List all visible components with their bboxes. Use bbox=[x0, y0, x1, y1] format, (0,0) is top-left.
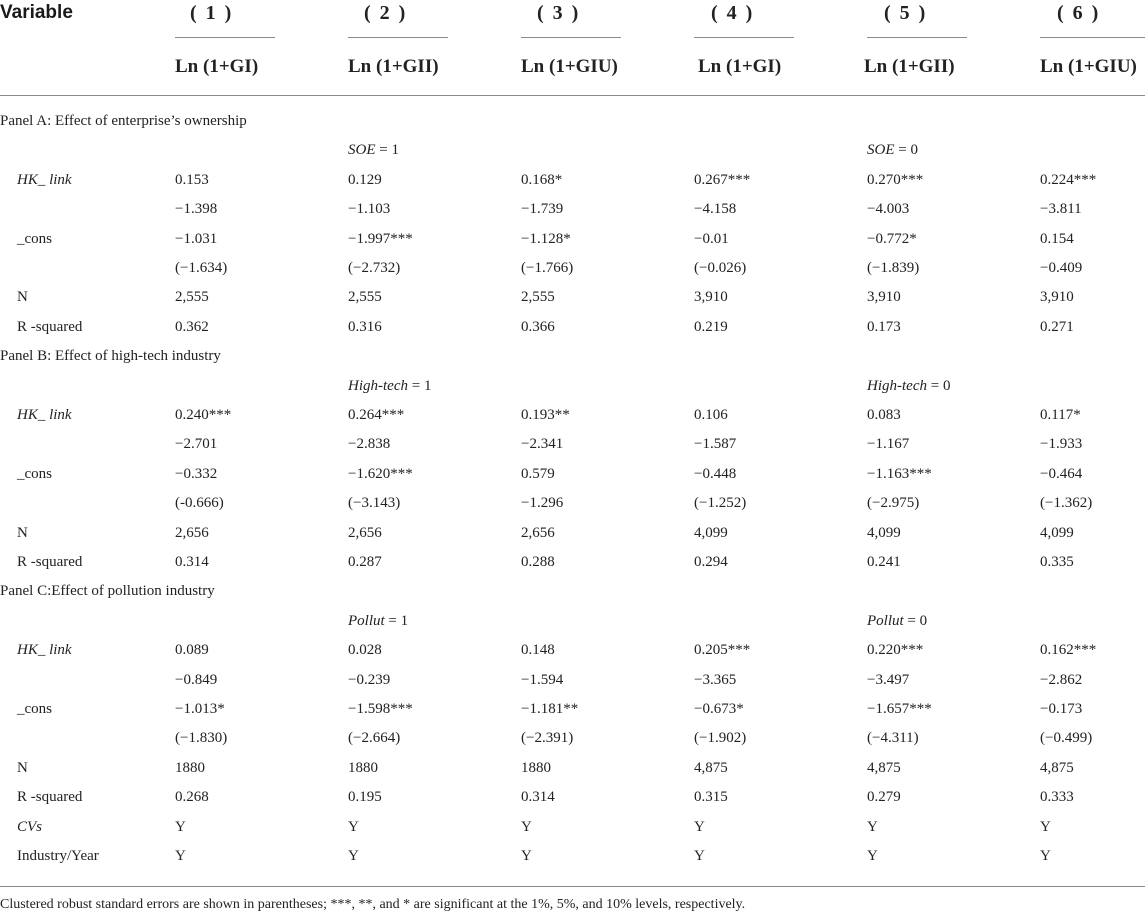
table-cell: 0.028 bbox=[348, 642, 382, 658]
table-cell: −0.239 bbox=[348, 672, 391, 688]
table-cell: 0.314 bbox=[175, 554, 209, 570]
table-cell: 0.335 bbox=[1040, 554, 1074, 570]
row-label: N bbox=[17, 289, 28, 305]
table-cell: Y bbox=[175, 819, 186, 835]
table-cell: (−4.311) bbox=[867, 730, 919, 746]
table-cell: (−1.766) bbox=[521, 260, 574, 276]
table-cell: −1.598*** bbox=[348, 701, 413, 717]
table-cell: −1.181** bbox=[521, 701, 579, 717]
row-label: HK_ link bbox=[17, 407, 72, 423]
table-cell: 0.153 bbox=[175, 172, 209, 188]
table-cell: −4.158 bbox=[694, 201, 737, 217]
table-cell: 0.268 bbox=[175, 789, 209, 805]
table-cell: Y bbox=[175, 848, 186, 864]
group-label-right bbox=[867, 377, 950, 395]
table-cell: 2,656 bbox=[175, 525, 209, 541]
table-cell: 1880 bbox=[348, 760, 378, 776]
table-cell: 3,910 bbox=[694, 289, 728, 305]
group-variable: SOE bbox=[348, 142, 376, 158]
table-cell: 4,099 bbox=[867, 525, 901, 541]
table-cell: −1.997*** bbox=[348, 231, 413, 247]
table-cell: 0.314 bbox=[521, 789, 555, 805]
table-cell: −3.365 bbox=[694, 672, 737, 688]
table-cell: −0.409 bbox=[1040, 260, 1083, 276]
table-cell: 4,099 bbox=[694, 525, 728, 541]
column-underline-4 bbox=[694, 37, 794, 38]
panel-title: Panel C:Effect of pollution industry bbox=[0, 583, 215, 599]
row-label: _cons bbox=[17, 231, 52, 247]
table-bottom-rule bbox=[0, 886, 1145, 887]
group-condition: = 0 bbox=[926, 378, 951, 394]
table-cell: Y bbox=[521, 848, 532, 864]
column-underline-3 bbox=[521, 37, 621, 38]
row-label: _cons bbox=[17, 466, 52, 482]
column-underline-1 bbox=[175, 37, 275, 38]
table-cell: −0.173 bbox=[1040, 701, 1083, 717]
column-number-3: ( 3 ) bbox=[537, 2, 581, 24]
table-cell: 0.333 bbox=[1040, 789, 1074, 805]
table-cell: (−1.902) bbox=[694, 730, 747, 746]
table-cell: 0.168* bbox=[521, 172, 563, 188]
group-label-right bbox=[867, 612, 927, 630]
table-cell: 0.162*** bbox=[1040, 642, 1097, 658]
table-cell: 0.193** bbox=[521, 407, 570, 423]
table-cell: −1.587 bbox=[694, 436, 737, 452]
table-cell: −4.003 bbox=[867, 201, 910, 217]
table-cell: 0.129 bbox=[348, 172, 382, 188]
table-cell: −0.849 bbox=[175, 672, 218, 688]
group-condition: = 0 bbox=[903, 613, 928, 629]
table-cell: 0.267*** bbox=[694, 172, 751, 188]
table-cell: 0.264*** bbox=[348, 407, 405, 423]
table-cell: −1.739 bbox=[521, 201, 564, 217]
table-cell: 4,099 bbox=[1040, 525, 1074, 541]
panel-title: Panel B: Effect of high-tech industry bbox=[0, 348, 221, 364]
table-footnote: Clustered robust standard errors are shown in parentheses; ***, **, and * are significant at the 1%, 5%, and 10% levels, respectively. bbox=[0, 897, 746, 912]
dependent-variable-3: Ln (1+GIU) bbox=[521, 56, 618, 77]
group-label-left bbox=[348, 377, 431, 395]
table-cell: (−1.252) bbox=[694, 495, 747, 511]
group-condition: = 1 bbox=[384, 613, 409, 629]
row-label: R -squared bbox=[17, 789, 83, 805]
table-cell: 0.279 bbox=[867, 789, 901, 805]
table-cell: −0.772* bbox=[867, 231, 917, 247]
group-condition: = 0 bbox=[894, 142, 918, 158]
table-cell: −0.464 bbox=[1040, 466, 1083, 482]
table-cell: −1.103 bbox=[348, 201, 391, 217]
table-cell: 3,910 bbox=[867, 289, 901, 305]
table-cell: 0.315 bbox=[694, 789, 728, 805]
column-number-6: ( 6 ) bbox=[1057, 2, 1101, 24]
column-number-2: ( 2 ) bbox=[364, 2, 408, 24]
table-cell: −1.031 bbox=[175, 231, 218, 247]
table-cell: 0.362 bbox=[175, 319, 209, 335]
row-label: N bbox=[17, 760, 28, 776]
table-cell: 4,875 bbox=[1040, 760, 1074, 776]
table-cell: 0.288 bbox=[521, 554, 555, 570]
table-cell: −0.673* bbox=[694, 701, 744, 717]
table-cell: Y bbox=[521, 819, 532, 835]
table-cell: 0.241 bbox=[867, 554, 901, 570]
dependent-variable-5: Ln (1+GII) bbox=[864, 56, 955, 77]
table-cell: −0.332 bbox=[175, 466, 218, 482]
group-variable: High-tech bbox=[867, 378, 927, 394]
column-underline-5 bbox=[867, 37, 967, 38]
group-label-left bbox=[348, 612, 408, 630]
dependent-variable-1: Ln (1+GI) bbox=[175, 56, 259, 77]
table-cell: −1.594 bbox=[521, 672, 564, 688]
table-cell: (−2.664) bbox=[348, 730, 401, 746]
table-cell: (−1.830) bbox=[175, 730, 228, 746]
dependent-variable-2: Ln (1+GII) bbox=[348, 56, 439, 77]
table-cell: −1.398 bbox=[175, 201, 218, 217]
table-cell: 0.089 bbox=[175, 642, 209, 658]
table-cell: (−1.839) bbox=[867, 260, 920, 276]
column-number-4: ( 4 ) bbox=[711, 2, 755, 24]
table-cell: −1.657*** bbox=[867, 701, 932, 717]
group-variable: High-tech bbox=[348, 378, 408, 394]
table-cell: (−2.732) bbox=[348, 260, 401, 276]
table-cell: (−2.391) bbox=[521, 730, 574, 746]
column-number-1: ( 1 ) bbox=[190, 2, 234, 24]
group-label-left bbox=[348, 141, 399, 159]
table-cell: 0.271 bbox=[1040, 319, 1074, 335]
table-cell: Y bbox=[1040, 848, 1051, 864]
table-cell: (−0.499) bbox=[1040, 730, 1093, 746]
table-cell: −2.838 bbox=[348, 436, 391, 452]
panel-title: Panel A: Effect of enterprise’s ownership bbox=[0, 113, 247, 129]
row-label: R -squared bbox=[17, 319, 83, 335]
table-cell: 0.294 bbox=[694, 554, 728, 570]
table-cell: 0.579 bbox=[521, 466, 555, 482]
table-cell: 0.270*** bbox=[867, 172, 924, 188]
table-cell: Y bbox=[694, 848, 705, 864]
table-cell: −1.167 bbox=[867, 436, 910, 452]
table-cell: 1880 bbox=[175, 760, 205, 776]
table-cell: 4,875 bbox=[867, 760, 901, 776]
row-label: CVs bbox=[17, 819, 43, 835]
table-cell: −2.341 bbox=[521, 436, 564, 452]
table-cell: 0.173 bbox=[867, 319, 901, 335]
table-cell: −0.01 bbox=[694, 231, 729, 247]
table-cell: 2,656 bbox=[348, 525, 382, 541]
table-cell: 1880 bbox=[521, 760, 551, 776]
table-cell: 4,875 bbox=[694, 760, 728, 776]
table-cell: (−2.975) bbox=[867, 495, 920, 511]
table-cell: 0.106 bbox=[694, 407, 728, 423]
group-variable: SOE bbox=[867, 142, 895, 158]
column-underline-6 bbox=[1040, 37, 1145, 38]
group-variable: Pollut bbox=[867, 613, 904, 629]
table-cell: Y bbox=[694, 819, 705, 835]
row-label: R -squared bbox=[17, 554, 83, 570]
table-cell: 0.316 bbox=[348, 319, 382, 335]
table-cell: Y bbox=[348, 819, 359, 835]
table-cell: −3.811 bbox=[1040, 201, 1082, 217]
variable-header: Variable bbox=[0, 2, 73, 23]
table-cell: 0.240*** bbox=[175, 407, 232, 423]
table-cell: 0.154 bbox=[1040, 231, 1074, 247]
table-cell: 2,555 bbox=[521, 289, 555, 305]
header-bottom-rule bbox=[0, 95, 1145, 96]
table-cell: 0.287 bbox=[348, 554, 382, 570]
table-cell: (−1.362) bbox=[1040, 495, 1093, 511]
table-cell: 0.205*** bbox=[694, 642, 751, 658]
group-condition: = 1 bbox=[375, 142, 399, 158]
column-number-5: ( 5 ) bbox=[884, 2, 928, 24]
table-cell: −2.862 bbox=[1040, 672, 1083, 688]
table-cell: (−0.026) bbox=[694, 260, 747, 276]
table-cell: 0.083 bbox=[867, 407, 901, 423]
table-cell: 0.220*** bbox=[867, 642, 924, 658]
table-cell: 2,656 bbox=[521, 525, 555, 541]
table-cell: 2,555 bbox=[348, 289, 382, 305]
group-label-right bbox=[867, 141, 918, 159]
group-variable: Pollut bbox=[348, 613, 385, 629]
table-cell: (-0.666) bbox=[175, 495, 224, 511]
table-cell: −1.013* bbox=[175, 701, 225, 717]
column-underline-2 bbox=[348, 37, 448, 38]
table-cell: 2,555 bbox=[175, 289, 209, 305]
table-cell: Y bbox=[867, 819, 878, 835]
table-cell: −0.448 bbox=[694, 466, 737, 482]
group-condition: = 1 bbox=[407, 378, 432, 394]
table-cell: Y bbox=[1040, 819, 1051, 835]
table-cell: 0.366 bbox=[521, 319, 555, 335]
table-cell: −1.296 bbox=[521, 495, 564, 511]
table-cell: −1.128* bbox=[521, 231, 571, 247]
row-label: N bbox=[17, 525, 28, 541]
table-cell: −1.620*** bbox=[348, 466, 413, 482]
table-cell: −3.497 bbox=[867, 672, 910, 688]
row-label: HK_ link bbox=[17, 172, 72, 188]
row-label: _cons bbox=[17, 701, 52, 717]
dependent-variable-4: Ln (1+GI) bbox=[698, 56, 782, 77]
table-cell: 0.219 bbox=[694, 319, 728, 335]
row-label: Industry/Year bbox=[17, 848, 99, 864]
table-cell: −2.701 bbox=[175, 436, 218, 452]
table-cell: 0.148 bbox=[521, 642, 555, 658]
table-cell: 0.195 bbox=[348, 789, 382, 805]
table-cell: (−1.634) bbox=[175, 260, 228, 276]
table-cell: 0.117* bbox=[1040, 407, 1081, 423]
table-cell: Y bbox=[867, 848, 878, 864]
table-cell: −1.163*** bbox=[867, 466, 932, 482]
table-cell: 3,910 bbox=[1040, 289, 1074, 305]
table-cell: (−3.143) bbox=[348, 495, 401, 511]
row-label: HK_ link bbox=[17, 642, 72, 658]
table-cell: Y bbox=[348, 848, 359, 864]
table-cell: −1.933 bbox=[1040, 436, 1083, 452]
table-cell: 0.224*** bbox=[1040, 172, 1097, 188]
dependent-variable-6: Ln (1+GIU) bbox=[1040, 56, 1137, 77]
